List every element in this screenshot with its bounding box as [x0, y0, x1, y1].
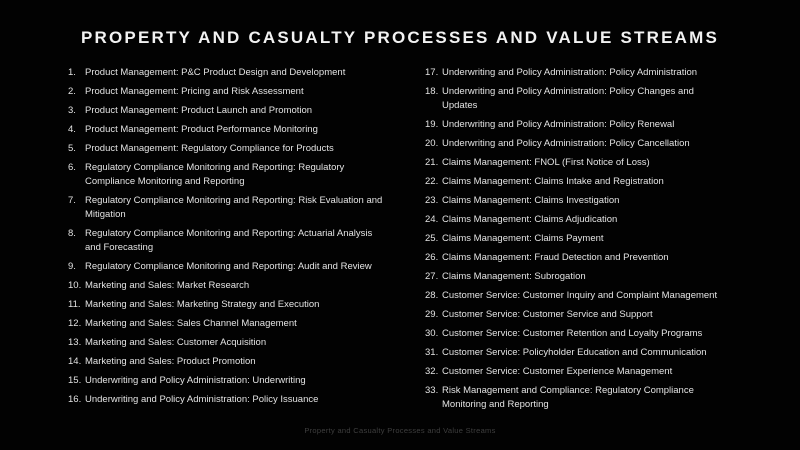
list-item [425, 327, 785, 341]
list-item [68, 227, 425, 255]
item-text: Regulatory Compliance Monitoring and Reporting: Audit and Review [85, 261, 372, 272]
item-text: Marketing and Sales: Market Research [85, 280, 250, 291]
item-text: Claims Management: Claims Adjudication [442, 214, 618, 225]
item-number: 12. [68, 318, 82, 329]
slide-title: PROPERTY AND CASUALTY PROCESSES AND VALUE STREAMS [80, 28, 719, 47]
item-number: 15. [68, 375, 82, 386]
item-number: 32. [425, 366, 439, 377]
item-text: Product Management: P&C Product Design and Development [85, 67, 346, 78]
item-number: 16. [68, 394, 82, 405]
list-item [425, 66, 785, 80]
list-item [425, 175, 785, 189]
item-number: 3. [68, 105, 76, 116]
item-number: 25. [425, 233, 439, 244]
item-text: Underwriting and Policy Administration: Policy Changes and Updates [442, 86, 694, 111]
item-number: 10. [68, 280, 82, 291]
item-number: 24. [425, 214, 439, 225]
item-text: Customer Service: Customer Experience Management [442, 366, 673, 377]
item-text: Product Management: Product Performance Monitoring [85, 124, 318, 135]
item-text: Claims Management: Claims Payment [442, 233, 604, 244]
list-item [425, 194, 785, 208]
list-item [425, 308, 785, 322]
item-number: 1. [68, 67, 76, 78]
item-number: 29. [425, 309, 439, 320]
list-item [425, 251, 785, 265]
list-item [425, 232, 785, 246]
item-text: Product Management: Regulatory Compliance for Products [85, 143, 334, 154]
item-text: Regulatory Compliance Monitoring and Reporting: Risk Evaluation and Mitigation [85, 195, 383, 220]
item-number: 20. [425, 138, 439, 149]
item-number: 18. [425, 86, 439, 97]
list-item [68, 104, 425, 118]
item-number: 33. [425, 385, 439, 396]
item-number: 21. [425, 157, 439, 168]
item-number: 28. [425, 290, 439, 301]
list-item [425, 213, 785, 227]
list-item [68, 123, 425, 137]
list-item [425, 137, 785, 151]
item-text: Product Management: Product Launch and Promotion [85, 105, 313, 116]
list-columns [68, 66, 790, 417]
item-text: Underwriting and Policy Administration: Policy Administration [442, 67, 698, 78]
item-number: 2. [68, 86, 76, 97]
item-text: Claims Management: Claims Intake and Registration [442, 176, 664, 187]
list-item [425, 156, 785, 170]
list-item [425, 118, 785, 132]
item-number: 23. [425, 195, 439, 206]
process-list-left-column [68, 66, 425, 417]
item-text: Product Management: Pricing and Risk Assessment [85, 86, 304, 97]
list-item [68, 161, 425, 189]
item-number: 8. [68, 228, 76, 239]
item-text: Regulatory Compliance Monitoring and Reporting: Actuarial Analysis and Forecasting [85, 228, 373, 253]
list-item [425, 270, 785, 284]
item-number: 31. [425, 347, 439, 358]
item-number: 26. [425, 252, 439, 263]
item-number: 14. [68, 356, 82, 367]
list-item [68, 355, 425, 369]
list-item [68, 142, 425, 156]
item-number: 13. [68, 337, 82, 348]
list-item [68, 298, 425, 312]
item-text: Regulatory Compliance Monitoring and Reporting: Regulatory Compliance Monitoring and Reporting [85, 162, 345, 187]
item-number: 6. [68, 162, 76, 173]
item-text: Claims Management: Fraud Detection and Prevention [442, 252, 669, 263]
item-text: Marketing and Sales: Customer Acquisition [85, 337, 267, 348]
list-item [68, 85, 425, 99]
item-text: Underwriting and Policy Administration: Underwriting [85, 375, 306, 386]
list-item [68, 374, 425, 388]
item-number: 4. [68, 124, 76, 135]
item-number: 9. [68, 261, 76, 272]
process-list-right-column [425, 66, 785, 417]
item-number: 7. [68, 195, 76, 206]
item-number: 30. [425, 328, 439, 339]
item-number: 11. [68, 299, 81, 310]
list-item [68, 279, 425, 293]
item-text: Marketing and Sales: Marketing Strategy and Execution [85, 299, 320, 310]
item-number: 27. [425, 271, 439, 282]
list-item [68, 393, 425, 407]
list-item [68, 260, 425, 274]
item-text: Risk Management and Compliance: Regulatory Compliance Monitoring and Reporting [442, 385, 694, 410]
list-item [68, 194, 425, 222]
item-text: Underwriting and Policy Administration: Policy Cancellation [442, 138, 690, 149]
list-item [68, 66, 425, 80]
item-text: Customer Service: Policyholder Education and Communication [442, 347, 707, 358]
item-text: Customer Service: Customer Retention and Loyalty Programs [442, 328, 703, 339]
list-item [68, 317, 425, 331]
list-item [425, 289, 785, 303]
item-text: Claims Management: FNOL (First Notice of Loss) [442, 157, 650, 168]
item-number: 5. [68, 143, 76, 154]
item-text: Marketing and Sales: Product Promotion [85, 356, 256, 367]
list-item [68, 336, 425, 350]
item-text: Underwriting and Policy Administration: Policy Issuance [85, 394, 319, 405]
item-text: Claims Management: Claims Investigation [442, 195, 620, 206]
list-item [425, 384, 785, 412]
item-text: Underwriting and Policy Administration: Policy Renewal [442, 119, 675, 130]
list-item [425, 346, 785, 360]
item-text: Marketing and Sales: Sales Channel Management [85, 318, 297, 329]
item-text: Claims Management: Subrogation [442, 271, 586, 282]
item-number: 17. [425, 67, 439, 78]
list-item [425, 85, 785, 113]
slide-footer-caption: Property and Casualty Processes and Value Streams [304, 426, 496, 435]
item-text: Customer Service: Customer Service and Support [442, 309, 653, 320]
list-item [425, 365, 785, 379]
item-text: Customer Service: Customer Inquiry and Complaint Management [442, 290, 718, 301]
item-number: 19. [425, 119, 439, 130]
item-number: 22. [425, 176, 439, 187]
